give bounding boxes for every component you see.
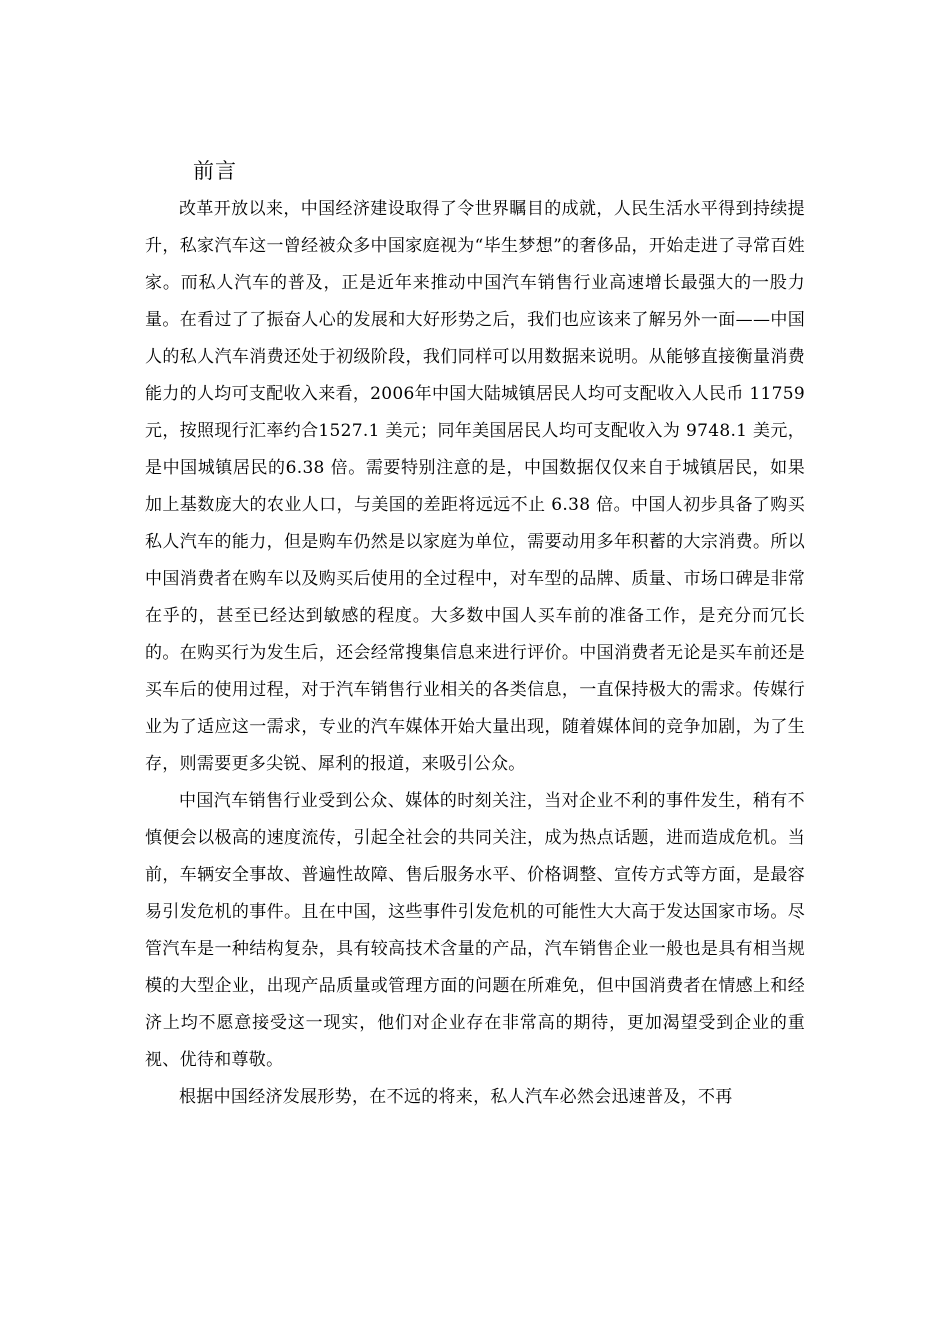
body-text [145, 191, 805, 1116]
paragraph-3: 根据中国经济发展形势，在不远的将来，私人汽车必然会迅速普及，不再 [179, 1087, 733, 1107]
paragraph-1: 改革开放以来，中国经济建设取得了令世界瞩目的成就，人民生活水平得到持续提升，私家汽车这一曾经被众多中国家庭视为“毕生梦想”的奢侈品，开始走进了寻常百姓家。而私人汽车的普及，正是近年来推动中国汽车销售行业高速增长最强大的一股力量。在看过了了振奋人心的发展和大好形势之后，我们也应该来了解另外一面——中国人的私人汽车消费还处于初级阶段，我们同样可以用数据来说明。从能够直接衡量消费能力的人均可支配收入来看，2006年中国大陆城镇居民人均可支配收入人民币 11759 元，按照现行汇率约合1527.1 美元；同年美国居民人均可支配收入为 9748.1 美元，是中国城镇居民的6.38 倍。需要特别注意的是，中国数据仅仅来自于城镇居民，如果加上基数庞大的农业人口，与美国的差距将远远不止 6.38 倍。中国人初步具备了购买私人汽车的能力，但是购车仍然是以家庭为单位，需要动用多年积蓄的大宗消费。所以中国消费者在购车以及购买后使用的全过程中，对车型的品牌、质量、市场口碑是非常在乎的，甚至已经达到敏感的程度。大多数中国人买车前的准备工作，是充分而冗长的。在购买行为发生后，还会经常搜集信息来进行评价。中国消费者无论是买车前还是买车后的使用过程，对于汽车销售行业相关的各类信息，一直保持极大的需求。传媒行业为了适应这一需求，专业的汽车媒体开始大量出现，随着媒体间的竞争加剧，为了生存，则需要更多尖锐、犀利的报道，来吸引公众。 [145, 199, 805, 774]
paragraph-2: 中国汽车销售行业受到公众、媒体的时刻关注，当对企业不利的事件发生，稍有不慎便会以极高的速度流传，引起全社会的共同关注，成为热点话题，进而造成危机。当前，车辆安全事故、普遍性故障、售后服务水平、价格调整、宣传方式等方面，是最容易引发危机的事件。且在中国，这些事件引发危机的可能性大大高于发达国家市场。尽管汽车是一种结构复杂，具有较高技术含量的产品，汽车销售企业一般也是具有相当规模的大型企业，出现产品质量或管理方面的问题在所难免，但中国消费者在情感上和经济上均不愿意接受这一现实，他们对企业存在非常高的期待，更加渴望受到企业的重视、优待和尊敬。 [145, 791, 805, 1070]
section-heading: 前言 [193, 159, 237, 183]
